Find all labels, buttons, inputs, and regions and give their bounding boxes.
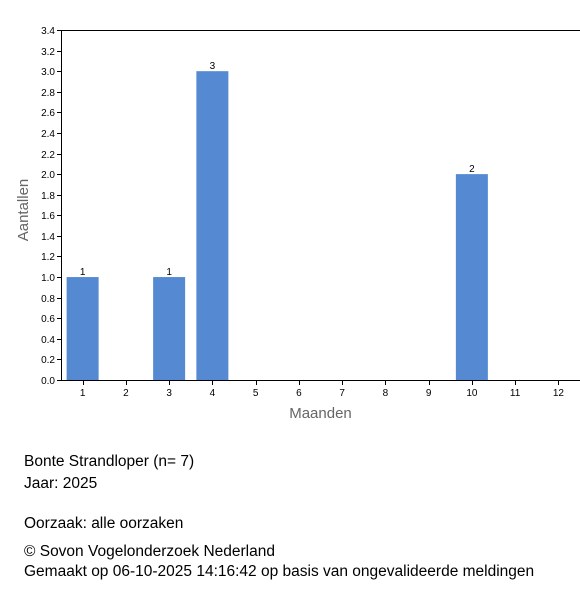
bar-value-label: 1 [79,267,86,279]
x-tick-label: 8 [382,388,389,399]
bar-month-3 [153,277,185,380]
y-tick-label: 2.2 [41,150,55,161]
x-tick-label: 9 [425,388,432,399]
x-tick-label: 7 [339,388,345,399]
y-tick-label: 1.2 [41,252,55,263]
x-tick-label: 1 [79,388,86,399]
x-tick-label: 6 [296,388,302,399]
bar-value-label: 3 [209,61,216,73]
y-tick-label: 1.0 [41,273,55,284]
x-tick-label: 10 [466,388,478,399]
bar-value-label: 2 [469,164,475,176]
y-tick-label: 1.8 [41,191,55,202]
y-tick-label: 2.0 [41,170,55,181]
y-tick-label: 2.4 [41,129,55,140]
bar-month-10 [456,174,488,380]
y-tick-label: 3.2 [41,47,55,58]
x-tick-label: 5 [252,388,259,399]
bars [67,71,488,380]
y-tick-label: 0.0 [41,376,55,387]
x-tick-label: 3 [166,388,172,399]
x-axis-ticks [80,380,565,399]
y-tick-label: 2.8 [41,88,55,99]
y-axis-ticks [41,26,61,387]
y-tick-label: 1.6 [41,211,55,222]
y-axis-title: Aantallen [15,178,32,242]
bar-data-labels [80,61,475,278]
cause-caption: Oorzaak: alle oorzaken [24,515,184,532]
x-axis-title: Maanden [289,405,352,422]
copyright-caption: © Sovon Vogelonderzoek Nederland [24,543,275,560]
y-tick-label: 0.4 [41,335,55,346]
bar-month-1 [67,277,99,380]
x-tick-label: 4 [209,388,216,399]
bar-month-4 [196,71,228,380]
y-tick-label: 0.8 [41,294,55,305]
y-tick-label: 2.6 [41,108,55,119]
x-tick-label: 12 [552,388,564,399]
generated-caption: Gemaakt op 06-10-2025 14:16:42 op basis van ongevalideerde meldingen [24,563,535,580]
y-tick-label: 3.0 [41,67,55,78]
y-tick-label: 3.4 [41,26,55,37]
y-tick-label: 0.2 [41,355,55,366]
year-caption: Jaar: 2025 [24,475,98,492]
x-tick-label: 2 [123,388,129,399]
bar-value-label: 1 [166,267,172,279]
x-tick-label: 11 [509,388,521,399]
species-caption: Bonte Strandloper (n= 7) [24,453,195,470]
y-tick-label: 0.6 [41,314,55,325]
y-tick-label: 1.4 [41,232,55,243]
